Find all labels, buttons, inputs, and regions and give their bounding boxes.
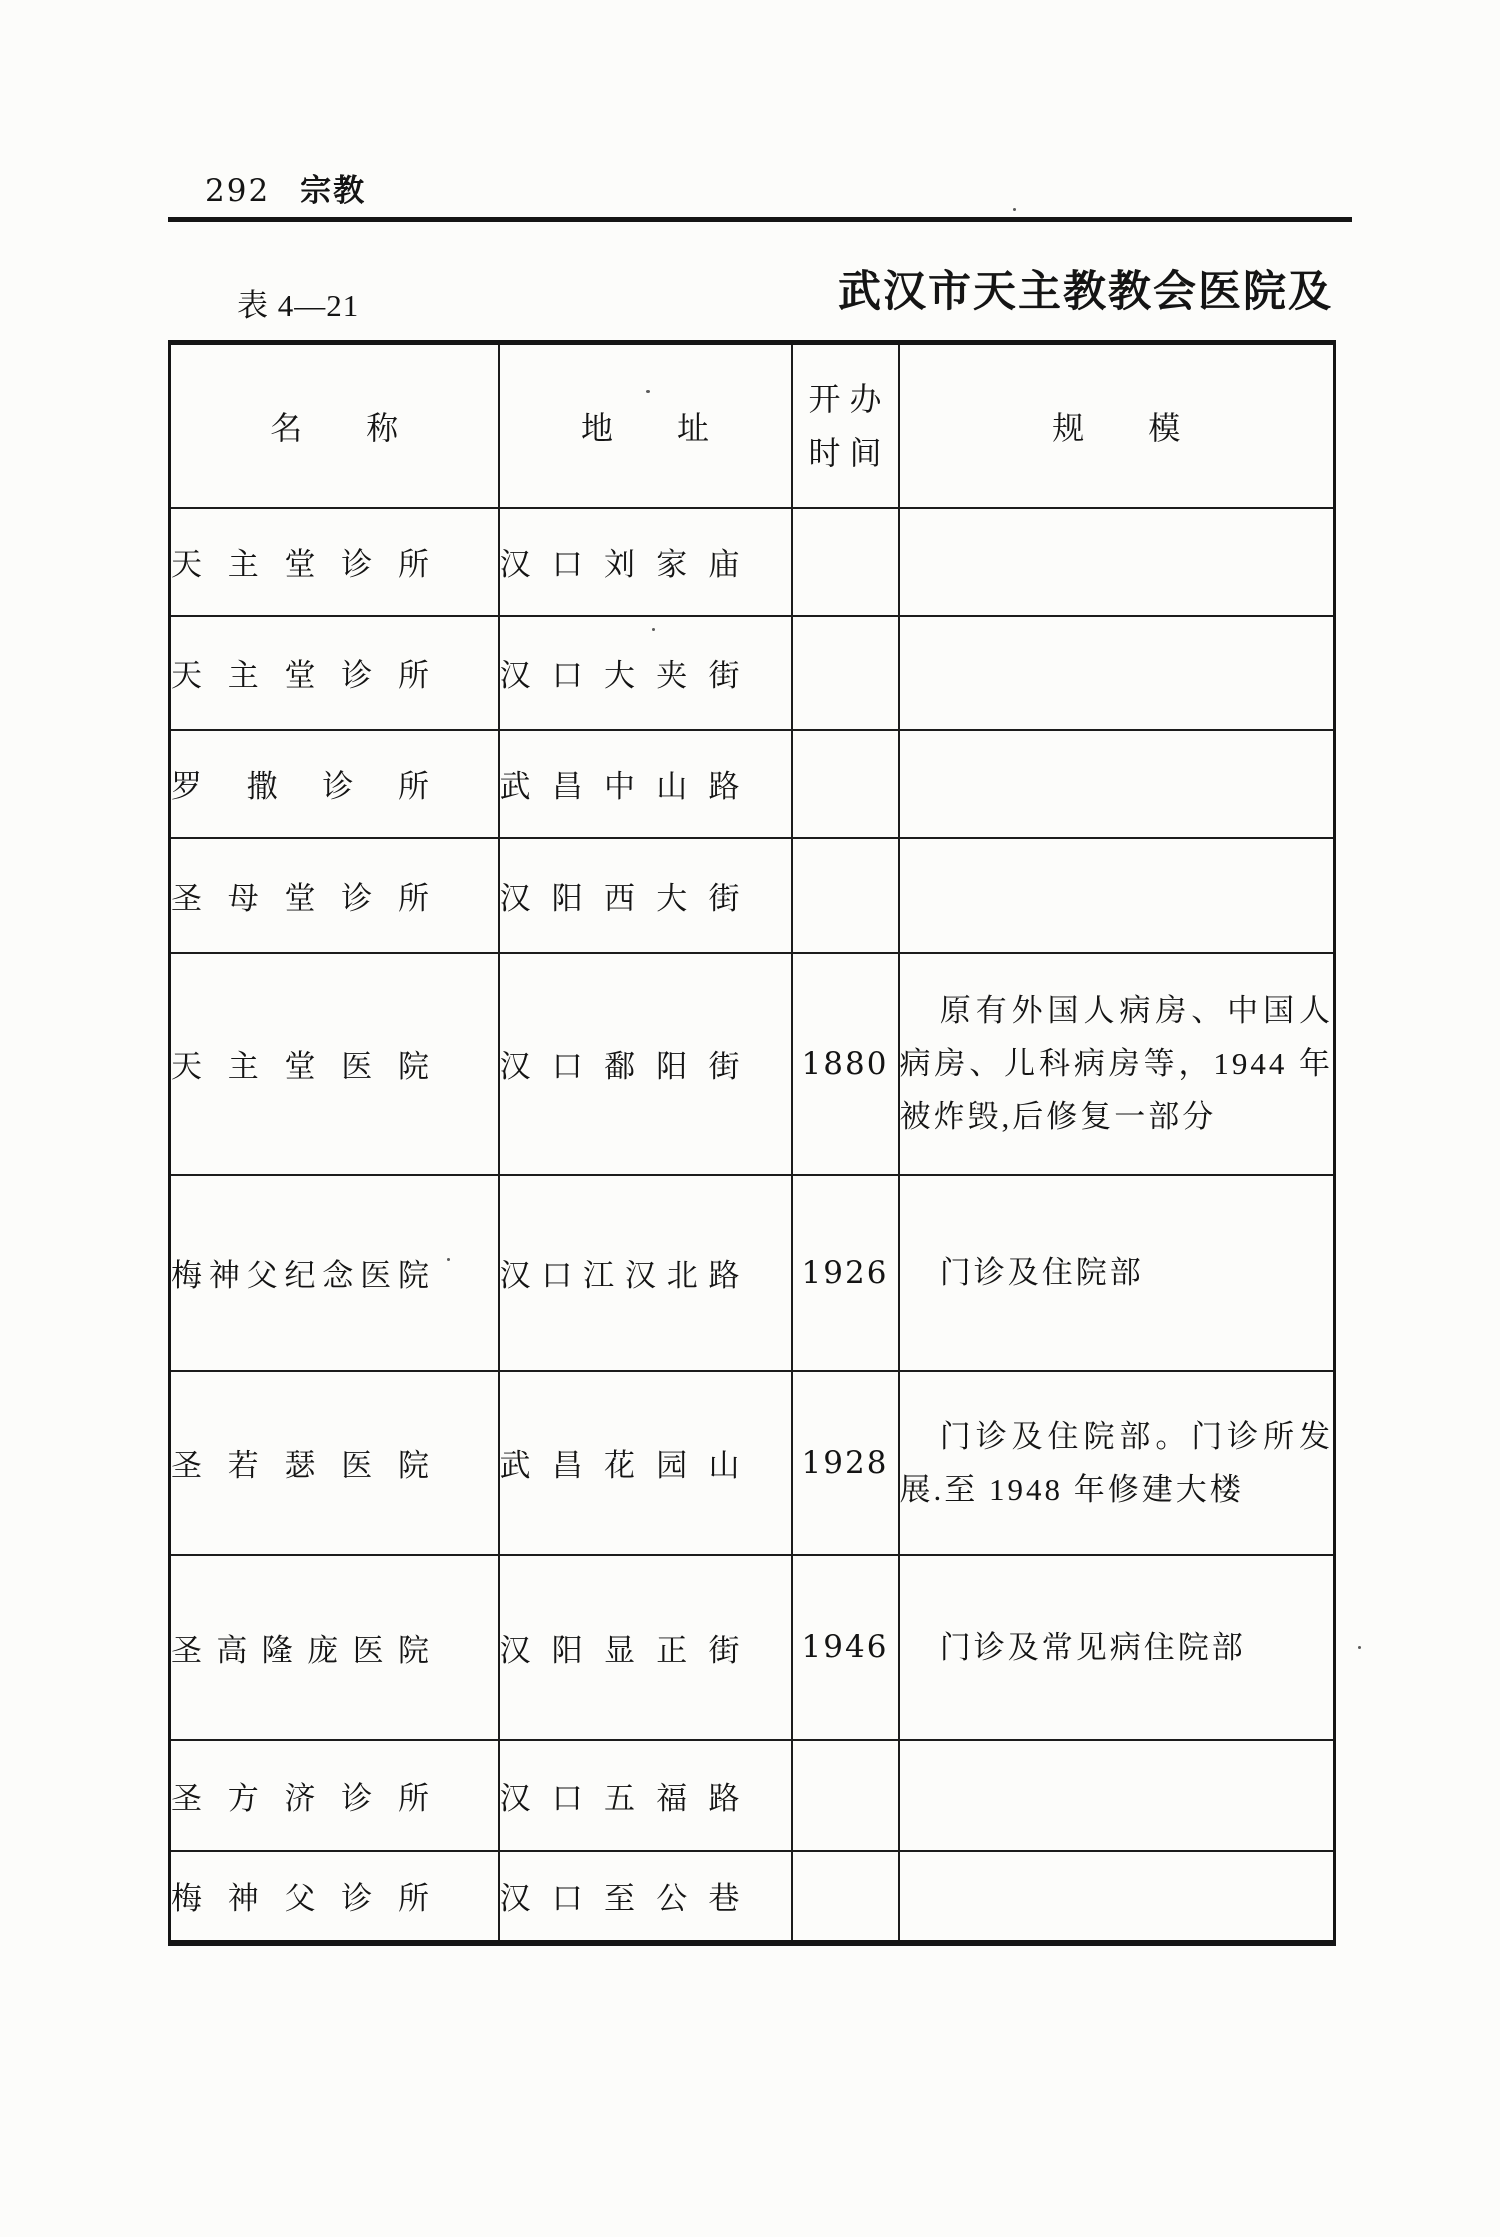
scan-speck [646, 390, 650, 393]
scale-text: 原有外国人病房、中国人病房、儿科病房等，1944 年被炸毁,后修复一部分 [899, 993, 1333, 1134]
hospital-address-cell [499, 1740, 792, 1851]
hospital-address-cell [499, 730, 792, 838]
scale-cell [899, 953, 1335, 1175]
hospital-name-cell [170, 1371, 499, 1555]
hospital-address-cell [499, 953, 792, 1175]
hospital-table-body [170, 508, 1335, 1943]
scan-speck [447, 1258, 450, 1261]
table-row [170, 1851, 1335, 1943]
scale-cell [899, 616, 1335, 730]
hospital-name: 梅神父诊所 [171, 1881, 429, 1916]
table-row [170, 953, 1335, 1175]
section-title: 宗教 [300, 173, 367, 208]
hospital-address: 汉口至公巷 [499, 1881, 740, 1916]
table-label: 表 4—21 [237, 288, 360, 323]
hospital-name-cell [170, 730, 499, 838]
hospital-address: 汉口江汉北路 [499, 1258, 740, 1293]
hospital-name-cell [170, 1555, 499, 1740]
scan-speck [1358, 1646, 1361, 1649]
opening-year-cell: 1926 [792, 1175, 899, 1371]
hospital-name: 天主堂医院 [171, 1049, 429, 1084]
hospital-name: 圣若瑟医院 [171, 1448, 429, 1483]
hospital-name: 天主堂诊所 [171, 658, 429, 693]
hospital-name: 梅神父纪念医院 [171, 1258, 429, 1293]
hospital-table [168, 340, 1336, 1946]
opening-year-cell [792, 838, 899, 953]
hospital-address-cell [499, 508, 792, 616]
table-row [170, 1555, 1335, 1740]
hospital-address: 汉阳西大街 [499, 880, 740, 916]
column-header-scale: 规 模 [899, 343, 1335, 508]
opening-year-cell: 1946 [792, 1555, 899, 1740]
hospital-name: 圣方济诊所 [171, 1780, 429, 1816]
column-header-name: 名 称 [170, 343, 499, 508]
scale-cell [899, 1740, 1335, 1851]
scale-text: 门诊及住院部 [939, 1255, 1144, 1290]
hospital-address-cell [499, 1555, 792, 1740]
hospital-address: 汉口五福路 [499, 1780, 740, 1816]
column-header-opening-time [792, 343, 899, 508]
scale-cell [899, 730, 1335, 838]
table-row [170, 730, 1335, 838]
opening-time-line1: 开 办 [808, 380, 882, 417]
table-row [170, 1740, 1335, 1851]
scale-cell [899, 1371, 1335, 1555]
hospital-name: 圣母堂诊所 [171, 880, 429, 916]
table-row [170, 838, 1335, 953]
opening-year-cell [792, 1740, 899, 1851]
hospital-name: 罗撒诊所 [171, 769, 429, 804]
opening-year-cell: 1928 [792, 1371, 899, 1555]
opening-year-cell [792, 730, 899, 838]
hospital-name: 天主堂诊所 [171, 547, 429, 582]
hospital-address: 汉口鄱阳街 [499, 1049, 740, 1084]
hospital-address: 武昌中山路 [499, 769, 740, 804]
table-row [170, 616, 1335, 730]
scale-cell [899, 508, 1335, 616]
hospital-address: 武昌花园山 [499, 1448, 740, 1483]
column-header-address: 地 址 [499, 343, 792, 508]
hospital-address-cell [499, 1851, 792, 1943]
hospital-name-cell [170, 1175, 499, 1371]
scale-text: 门诊及常见病住院部 [939, 1629, 1246, 1665]
hospital-name-cell [170, 953, 499, 1175]
hospital-name-cell [170, 838, 499, 953]
scan-speck [1013, 208, 1016, 211]
table-row [170, 508, 1335, 616]
opening-year-cell [792, 508, 899, 616]
hospital-address: 汉口刘家庙 [499, 547, 740, 582]
hospital-address-cell [499, 616, 792, 730]
hospital-address-cell [499, 1175, 792, 1371]
hospital-address: 汉口大夹街 [499, 658, 740, 693]
opening-time-line2: 时 间 [808, 434, 882, 471]
scale-text: 门诊及住院部。门诊所发展.至 1948 年修建大楼 [899, 1418, 1333, 1507]
running-head [205, 165, 366, 210]
hospital-name-cell [170, 616, 499, 730]
hospital-name-cell [170, 1851, 499, 1943]
scale-cell [899, 1175, 1335, 1371]
scan-speck [652, 628, 655, 631]
hospital-name-cell [170, 1740, 499, 1851]
table-row [170, 1371, 1335, 1555]
hospital-name: 圣高隆庞医院 [171, 1632, 429, 1668]
scale-cell [899, 1851, 1335, 1943]
hospital-name-cell [170, 508, 499, 616]
hospital-address: 汉阳显正街 [499, 1632, 740, 1668]
table-title: 武汉市天主教教会医院及 [838, 268, 1333, 316]
header-row [170, 343, 1335, 508]
opening-year-cell [792, 616, 899, 730]
scale-cell [899, 1555, 1335, 1740]
table-row [170, 1175, 1335, 1371]
header-rule [168, 217, 1352, 222]
hospital-address-cell [499, 1371, 792, 1555]
page-number: 292 [205, 173, 271, 209]
scale-cell [899, 838, 1335, 953]
hospital-address-cell [499, 838, 792, 953]
opening-year-cell: 1880 [792, 953, 899, 1175]
opening-year-cell [792, 1851, 899, 1943]
